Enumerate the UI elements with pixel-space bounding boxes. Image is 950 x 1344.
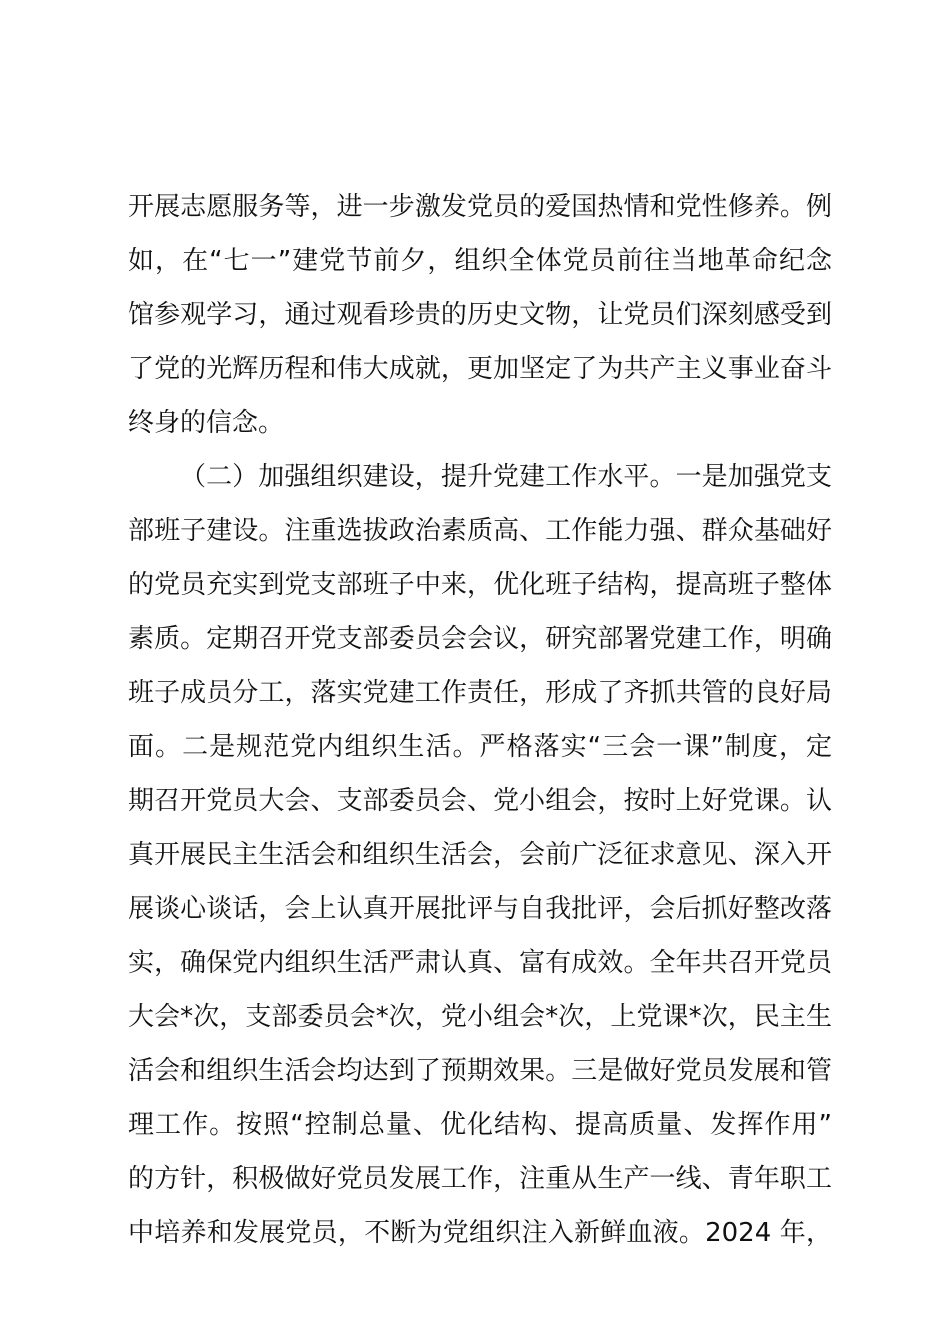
text-line: 了党的光辉历程和伟大成就，更加坚定了为共产主义事业奋斗 (128, 354, 832, 384)
text-line: 部班子建设。注重选拔政治素质高、工作能力强、群众基础好 (128, 516, 832, 546)
text-line: 期召开党员大会、支部委员会、党小组会，按时上好党课。认 (128, 786, 832, 816)
text-line: 面。二是规范党内组织生活。严格落实“三会一课”制度，定 (128, 732, 832, 762)
text-line: 班子成员分工，落实党建工作责任，形成了齐抓共管的良好局 (128, 678, 832, 708)
text-line: 开展志愿服务等，进一步激发党员的爱国热情和党性修养。例 (128, 192, 832, 222)
body-text (128, 180, 832, 1260)
text-line: 的党员充实到党支部班子中来，优化班子结构，提高班子整体 (128, 570, 832, 600)
text-line: 理工作。按照“控制总量、优化结构、提高质量、发挥作用” (128, 1110, 832, 1140)
text-line: 活会和组织生活会均达到了预期效果。三是做好党员发展和管 (128, 1056, 832, 1086)
text-line: 展谈心谈话，会上认真开展批评与自我批评，会后抓好整改落 (128, 894, 832, 924)
text-line: 馆参观学习，通过观看珍贵的历史文物，让党员们深刻感受到 (128, 300, 832, 330)
text-line: 大会*次，支部委员会*次，党小组会*次，上党课*次，民主生 (128, 1002, 832, 1032)
text-line: 中培养和发展党员，不断为党组织注入新鲜血液。2024 年， (128, 1218, 832, 1248)
paragraph-end-line: 终身的信念。 (128, 408, 285, 438)
text-line: 实，确保党内组织生活严肃认真、富有成效。全年共召开党员 (128, 948, 832, 978)
text-line: 素质。定期召开党支部委员会会议，研究部署党建工作，明确 (128, 624, 832, 654)
section-heading-line: （二）加强组织建设，提升党建工作水平。一是加强党支 (180, 462, 832, 492)
text-line: 真开展民主生活会和组织生活会，会前广泛征求意见、深入开 (128, 840, 832, 870)
text-line: 如，在“七一”建党节前夕，组织全体党员前往当地革命纪念 (128, 246, 832, 276)
text-line: 的方针，积极做好党员发展工作，注重从生产一线、青年职工 (128, 1164, 832, 1194)
